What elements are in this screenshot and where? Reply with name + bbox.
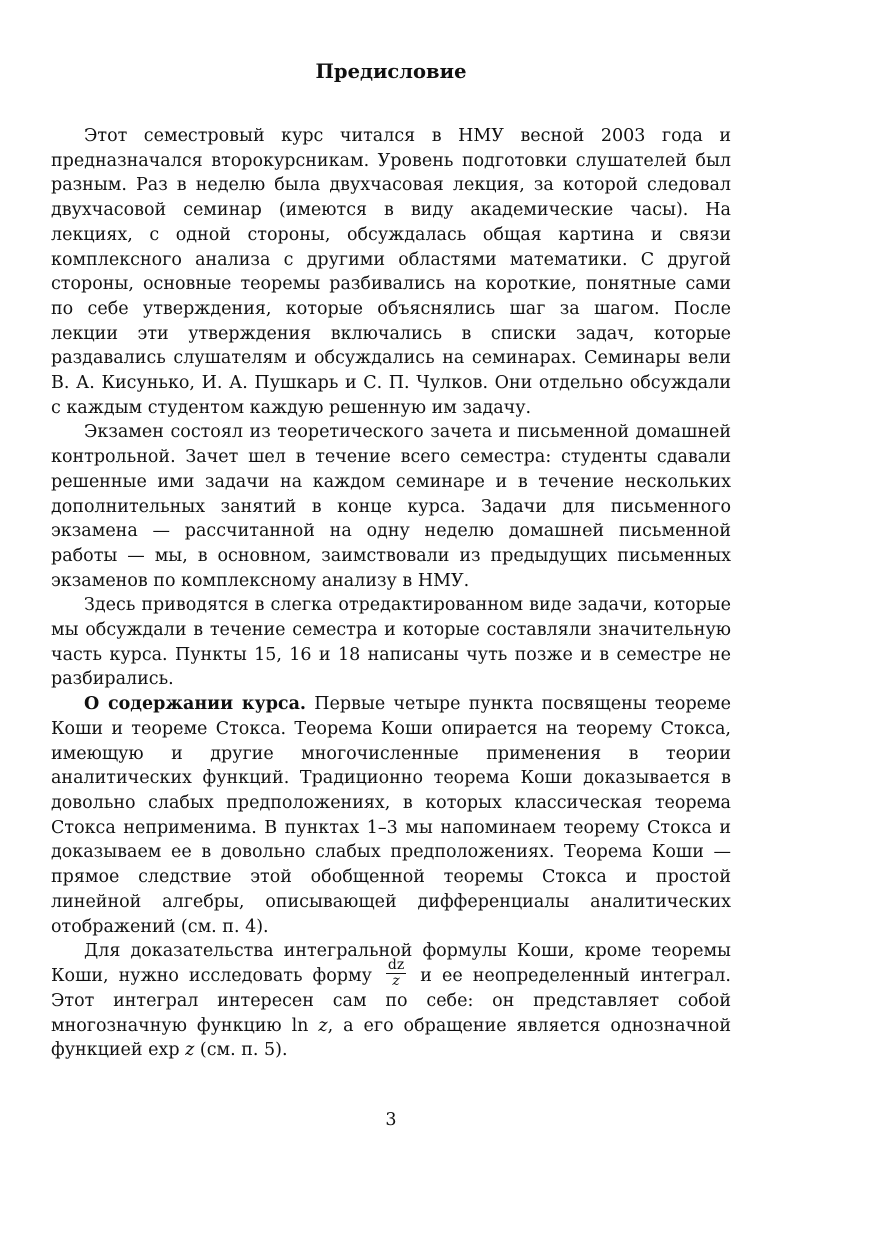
paragraph-4 bbox=[51, 692, 731, 939]
paragraph-4-lead: О содержании курса. bbox=[84, 694, 307, 715]
paragraph-1: Этот семестровый курс читался в НМУ весной 2003 года и предназначался второкурсникам. Уровень подготовки слушателей был разным. Раз в неделю была двухчасовая лекция, за которой следовал двухчасовой семинар (имеются в виду академические часы). На лекциях, с одной стороны, обсуждалась общая картина и связи комплексного анализа с другими областями математики. С другой стороны, основные теоремы разбивались на короткие, понятные сами по себе утверждения, которые объяснялись шаг за шагом. После лекции эти утверждения включались в списки задач, которые раздавались слушателям и обсуждались на семинарах. Семинары вели В. А. Кисунько, И. А. Пушкарь и С. П. Чулков. Они отдельно обсуждали с каждым студентом каждую решенную им задачу. bbox=[51, 126, 731, 418]
document-page bbox=[51, 0, 731, 1130]
paragraph-3: Здесь приводятся в слегка отредактированном виде задачи, которые мы обсуждали в течение семестра и которые составляли значительную часть курса. Пункты 15, 16 и 18 написаны чуть позже и в семестре не разбирались. bbox=[51, 595, 731, 690]
paragraph-5-part-d: (см. п. 5). bbox=[194, 1040, 288, 1061]
paragraph-4-text: Первые четыре пункта посвящены теореме Коши и теореме Стокса. Теорема Коши опирается на теорему Стокса, имеющую и другие многочисленные применения в теории аналитических функций. Традиционно теорема Коши доказывается в довольно слабых предположениях, в которых классическая теорема Стокса неприменима. В пунктах 1–3 мы напоминаем теорему Стокса и доказываем ее в довольно слабых предположениях. Теорема Коши — прямое следствие этой обобщенной теоремы Стокса и простой линейной алгебры, описывающей дифференциалы аналитических отображений (см. п. 4). bbox=[51, 694, 731, 937]
paragraph-5-part-a: Для доказательства интегральной формулы Коши, кроме теоремы Коши, нужно исследовать форму bbox=[51, 941, 731, 986]
paragraph-5 bbox=[51, 939, 731, 1063]
page-number: 3 bbox=[385, 1110, 397, 1130]
body-text bbox=[51, 124, 731, 1063]
paragraph-5-part-b: и ее неопределенный интеграл. Этот интеграл интересен сам по себе: он представляет собой многозначную функцию ln bbox=[51, 965, 731, 1036]
math-variable-z: z bbox=[318, 1015, 328, 1036]
fraction-dz-over-z bbox=[386, 958, 406, 989]
math-variable-z-exp: z bbox=[185, 1040, 195, 1061]
paragraph-2: Экзамен состоял из теоретического зачета и письменной домашней контрольной. Зачет шел в течение всего семестра: студенты сдавали решенные ими задачи на каждом семинаре и в течение нескольких дополнительных занятий в конце курса. Задачи для письменного экзамена — рассчитанной на одну неделю домашней письменной работы — мы, в основном, заимствовали из предыдущих письменных экзаменов по комплексному анализу в НМУ. bbox=[51, 422, 731, 591]
paragraph-5-part-c: , а его обращение является однозначной функцией exp bbox=[51, 1015, 731, 1061]
page-title: Предисловие bbox=[315, 60, 467, 83]
fraction-numerator: dz bbox=[387, 956, 405, 973]
fraction-denominator: z bbox=[392, 972, 400, 989]
